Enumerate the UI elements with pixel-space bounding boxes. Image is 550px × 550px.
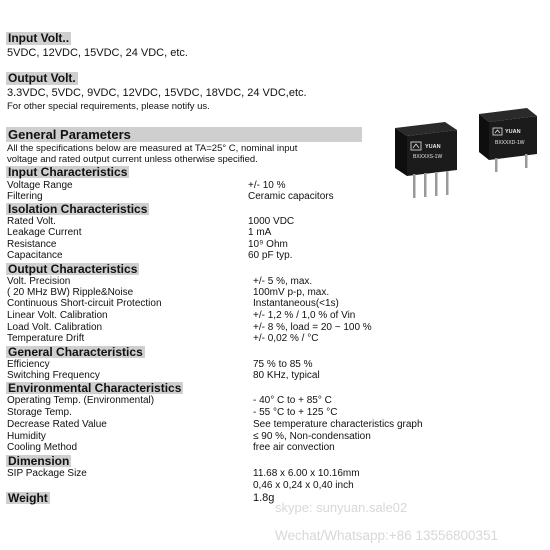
- spec-value: 60 pF typ.: [248, 250, 293, 261]
- spec-label: Volt. Precision: [7, 276, 71, 287]
- section-isolation-characteristics: Isolation Characteristics: [8, 202, 148, 216]
- watermark-skype: skype: sunyuan.sale02: [275, 500, 408, 515]
- spec-label: Leakage Current: [7, 227, 82, 238]
- spec-value: 80 KHz, typical: [253, 370, 320, 381]
- sip-model-text: BXXXXS-1W: [413, 154, 443, 160]
- spec-label: Filtering: [7, 191, 43, 202]
- spec-value: - 55 °C to + 125 °C: [253, 407, 338, 418]
- spec-value: See temperature characteristics graph: [253, 419, 423, 430]
- weight-heading: Weight: [8, 491, 48, 505]
- weight-value: 1.8g: [253, 492, 275, 504]
- section-environmental-characteristics: Environmental Characteristics: [8, 381, 182, 395]
- spec-label: Efficiency: [7, 359, 50, 370]
- spec-label: Continuous Short-circuit Protection: [7, 298, 162, 309]
- spec-label: Humidity: [7, 431, 46, 442]
- output-volt-heading: Output Volt.: [8, 71, 76, 85]
- section-dimension: Dimension: [8, 454, 70, 468]
- spec-label: Load Volt. Calibration: [7, 322, 103, 333]
- spec-label: Decrease Rated Value: [7, 419, 107, 430]
- spec-value: 1 mA: [248, 227, 272, 238]
- spec-value: 11.68 x 6.00 x 10.16mm: [253, 468, 360, 479]
- intro-line-1: All the specifications below are measured at TA=25° C, nominal input: [7, 143, 298, 154]
- spec-value: +/- 0,02 % / °C: [253, 333, 319, 344]
- spec-value: +/- 10 %: [248, 180, 286, 191]
- spec-value: ≤ 90 %, Non-condensation: [253, 431, 371, 442]
- spec-label: Cooling Method: [7, 442, 78, 453]
- spec-label: Operating Temp. (Environmental): [7, 395, 155, 406]
- spec-label: Temperature Drift: [7, 333, 85, 344]
- spec-value: - 40° C to + 85° C: [253, 395, 332, 406]
- dip-model-text: BXXXXD-1W: [495, 140, 525, 146]
- spec-value: 100mV p-p, max.: [253, 287, 330, 298]
- sip-brand-text: YUAN: [425, 144, 441, 150]
- section-general-characteristics: General Characteristics: [8, 345, 143, 359]
- spec-label: ( 20 MHz BW) Ripple&Noise: [7, 287, 134, 298]
- output-volt-values: 3.3VDC, 5VDC, 9VDC, 12VDC, 15VDC, 18VDC, 24 VDC,etc.: [7, 87, 307, 99]
- spec-value: +/- 5 %, max.: [253, 276, 313, 287]
- input-volt-heading: Input Volt..: [8, 31, 70, 45]
- spec-value: 75 % to 85 %: [253, 359, 313, 370]
- spec-value: Ceramic capacitors: [248, 191, 334, 202]
- spec-label: SIP Package Size: [7, 468, 87, 479]
- spec-value: 1000 VDC: [248, 216, 295, 227]
- spec-label: Resistance: [7, 239, 57, 250]
- section-output-characteristics: Output Characteristics: [8, 262, 138, 276]
- sip-module: [395, 122, 457, 198]
- spec-label: Rated Volt.: [7, 216, 56, 227]
- spec-label: Linear Volt. Calibration: [7, 310, 108, 321]
- product-image: [375, 100, 545, 220]
- special-requirements-note: For other special requirements, please notify us.: [7, 101, 210, 112]
- spec-value: 0,46 x 0,24 x 0,40 inch: [253, 480, 354, 491]
- section-input-characteristics: Input Characteristics: [8, 165, 128, 179]
- dip-brand-text: YUAN: [505, 129, 521, 135]
- spec-value: +/- 8 %, load = 20 ~ 100 %: [253, 322, 372, 333]
- general-parameters-heading: General Parameters: [6, 127, 362, 142]
- spec-label: Voltage Range: [7, 180, 73, 191]
- spec-label: Capacitance: [7, 250, 63, 261]
- watermark-contact: Wechat/Whatsapp:+86 13556800351: [275, 528, 499, 543]
- spec-label: Storage Temp.: [7, 407, 72, 418]
- spec-value: Instantaneous(<1s): [253, 298, 339, 309]
- spec-label: Switching Frequency: [7, 370, 100, 381]
- spec-value: +/- 1,2 % / 1,0 % of Vin: [253, 310, 356, 321]
- spec-value: free air convection: [253, 442, 335, 453]
- input-volt-values: 5VDC, 12VDC, 15VDC, 24 VDC, etc.: [7, 47, 188, 59]
- dip-module: [479, 108, 537, 172]
- spec-value: 10⁹ Ohm: [248, 239, 288, 250]
- intro-line-2: voltage and rated output current unless otherwise specified.: [7, 154, 258, 165]
